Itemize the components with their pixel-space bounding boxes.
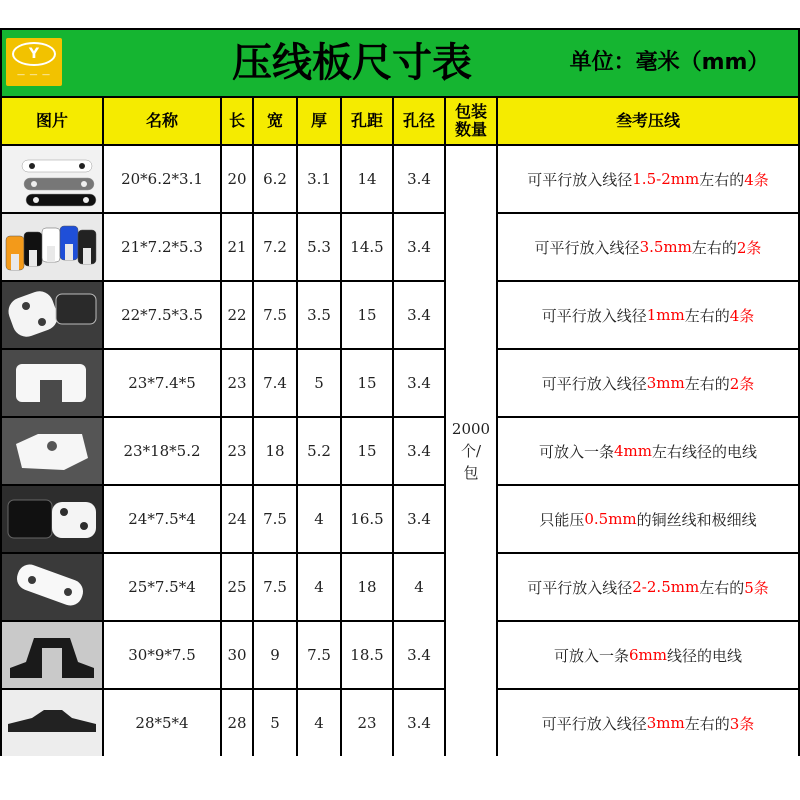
cell-hole-diameter: 3.4 <box>394 690 444 756</box>
cell-hole-spacing: 15 <box>342 350 392 416</box>
page-title: 压线板尺寸表 <box>232 40 472 86</box>
package-quantity-line1: 2000 <box>451 420 491 438</box>
cell-length: 23 <box>222 350 252 416</box>
size-table <box>0 28 800 756</box>
header-package <box>446 98 496 144</box>
cell-width: 18 <box>254 418 296 484</box>
cell-name: 22*7.5*3.5 <box>104 282 220 348</box>
header-thickness: 厚 <box>298 98 340 144</box>
cell-hole-diameter: 3.4 <box>394 418 444 484</box>
header-package-line1: 包装 <box>454 102 487 121</box>
reference-part-3: 5条 <box>744 578 769 597</box>
reference-part-1: 3.5mm <box>639 238 692 256</box>
cell-width: 6.2 <box>254 146 296 212</box>
cell-hole-diameter: 3.4 <box>394 350 444 416</box>
part-photo-graphic <box>2 146 102 212</box>
reference-part-2: 的铜丝线和极细线 <box>636 510 757 529</box>
cell-name: 20*6.2*3.1 <box>104 146 220 212</box>
part-photo <box>2 554 102 620</box>
cell-reference <box>498 350 798 416</box>
part-photo <box>2 486 102 552</box>
reference-part-2: 左右的 <box>691 238 737 257</box>
title-banner <box>2 30 798 98</box>
cell-hole-diameter: 3.4 <box>394 214 444 280</box>
cell-thickness: 5 <box>298 350 340 416</box>
reference-part-2: 左右的 <box>684 374 730 393</box>
cell-hole-diameter: 3.4 <box>394 486 444 552</box>
part-photo <box>2 214 102 280</box>
part-photo <box>2 622 102 688</box>
brand-logo <box>6 38 62 86</box>
reference-part-1: 3mm <box>646 714 685 732</box>
package-quantity-line2: 个/ <box>460 442 482 460</box>
cell-thickness: 4 <box>298 690 340 756</box>
part-photo <box>2 690 102 756</box>
reference-part-2: 左右线径的电线 <box>652 442 758 461</box>
reference-part-0: 可放入一条 <box>553 646 629 665</box>
reference-part-3: 4条 <box>744 170 769 189</box>
cell-hole-diameter: 3.4 <box>394 622 444 688</box>
cell-name: 23*7.4*5 <box>104 350 220 416</box>
cell-hole-spacing: 18 <box>342 554 392 620</box>
part-photo-graphic <box>2 214 102 280</box>
cell-length: 22 <box>222 282 252 348</box>
cell-thickness: 3.5 <box>298 282 340 348</box>
cell-length: 30 <box>222 622 252 688</box>
part-photo-graphic <box>2 418 102 484</box>
cell-length: 24 <box>222 486 252 552</box>
reference-part-3: 2条 <box>736 238 762 257</box>
part-photo-graphic <box>2 554 102 620</box>
cell-width: 5 <box>254 690 296 756</box>
cell-hole-spacing: 16.5 <box>342 486 392 552</box>
cell-name: 23*18*5.2 <box>104 418 220 484</box>
cell-width: 7.2 <box>254 214 296 280</box>
cell-hole-spacing: 18.5 <box>342 622 392 688</box>
cell-thickness: 4 <box>298 554 340 620</box>
reference-part-0: 可放入一条 <box>538 442 614 461</box>
cell-name: 25*7.5*4 <box>104 554 220 620</box>
header-picture: 图片 <box>2 98 102 144</box>
cell-thickness: 5.3 <box>298 214 340 280</box>
cell-name: 24*7.5*4 <box>104 486 220 552</box>
cell-length: 21 <box>222 214 252 280</box>
part-photo-graphic <box>2 486 102 552</box>
header-package-line2: 数量 <box>454 120 487 139</box>
reference-part-0: 可平行放入线径 <box>534 238 640 257</box>
reference-part-3: 4条 <box>729 306 755 325</box>
cell-length: 23 <box>222 418 252 484</box>
cell-name: 30*9*7.5 <box>104 622 220 688</box>
cell-hole-spacing: 23 <box>342 690 392 756</box>
cell-reference <box>498 214 798 280</box>
header-hole-spacing: 孔距 <box>342 98 392 144</box>
cell-hole-diameter: 4 <box>394 554 444 620</box>
reference-part-0: 可平行放入线径 <box>527 170 633 189</box>
part-photo-graphic <box>2 690 102 756</box>
reference-part-0: 可平行放入线径 <box>527 578 633 597</box>
header-length: 长 <box>222 98 252 144</box>
package-quantity-line3: 包 <box>463 464 479 482</box>
cell-reference <box>498 622 798 688</box>
reference-part-1: 6mm <box>629 646 667 664</box>
reference-part-1: 0.5mm <box>584 510 637 528</box>
part-photo-graphic <box>2 622 102 688</box>
header-reference: 叁考压线 <box>498 98 798 144</box>
reference-part-2: 左右的 <box>684 714 730 733</box>
cell-hole-diameter: 3.4 <box>394 146 444 212</box>
cell-thickness: 5.2 <box>298 418 340 484</box>
cell-thickness: 4 <box>298 486 340 552</box>
cell-reference <box>498 146 798 212</box>
cell-width: 9 <box>254 622 296 688</box>
cell-thickness: 7.5 <box>298 622 340 688</box>
cell-length: 28 <box>222 690 252 756</box>
cell-reference <box>498 554 798 620</box>
cell-name: 21*7.2*5.3 <box>104 214 220 280</box>
package-quantity-cell <box>446 146 496 756</box>
part-photo <box>2 418 102 484</box>
cell-hole-spacing: 14.5 <box>342 214 392 280</box>
cell-reference <box>498 690 798 756</box>
cell-reference <box>498 486 798 552</box>
reference-part-1: 1.5-2mm <box>632 170 700 188</box>
reference-part-1: 3mm <box>646 374 685 392</box>
reference-part-1: 4mm <box>614 442 652 460</box>
cell-name: 28*5*4 <box>104 690 220 756</box>
part-photo <box>2 350 102 416</box>
reference-part-1: 2-2.5mm <box>632 578 700 596</box>
reference-part-0: 可平行放入线径 <box>541 374 647 393</box>
cell-hole-spacing: 15 <box>342 418 392 484</box>
reference-part-3: 3条 <box>729 714 755 733</box>
cell-hole-spacing: 15 <box>342 282 392 348</box>
reference-part-2: 线径的电线 <box>667 646 743 665</box>
header-name: 名称 <box>104 98 220 144</box>
cell-hole-spacing: 14 <box>342 146 392 212</box>
logo-mark: Y <box>12 42 56 66</box>
cell-reference <box>498 282 798 348</box>
cell-width: 7.4 <box>254 350 296 416</box>
part-photo-graphic <box>2 282 102 348</box>
cell-hole-diameter: 3.4 <box>394 282 444 348</box>
reference-part-2: 左右的 <box>699 578 745 597</box>
cell-length: 20 <box>222 146 252 212</box>
reference-part-2: 左右的 <box>684 306 730 325</box>
reference-part-2: 左右的 <box>699 170 745 189</box>
header-width: 宽 <box>254 98 296 144</box>
cell-reference <box>498 418 798 484</box>
cell-width: 7.5 <box>254 486 296 552</box>
logo-tagline: — — — <box>16 70 52 79</box>
part-photo <box>2 282 102 348</box>
part-photo-graphic <box>2 350 102 416</box>
cell-length: 25 <box>222 554 252 620</box>
cell-width: 7.5 <box>254 554 296 620</box>
cell-width: 7.5 <box>254 282 296 348</box>
reference-part-1: 1mm <box>646 306 685 324</box>
reference-part-3: 2条 <box>729 374 755 393</box>
cell-thickness: 3.1 <box>298 146 340 212</box>
reference-part-0: 可平行放入线径 <box>541 714 647 733</box>
header-hole-diameter: 孔径 <box>394 98 444 144</box>
reference-part-0: 可平行放入线径 <box>541 306 647 325</box>
unit-label: 单位：毫米（mm） <box>569 50 770 75</box>
reference-part-0: 只能压 <box>539 510 585 529</box>
part-photo <box>2 146 102 212</box>
